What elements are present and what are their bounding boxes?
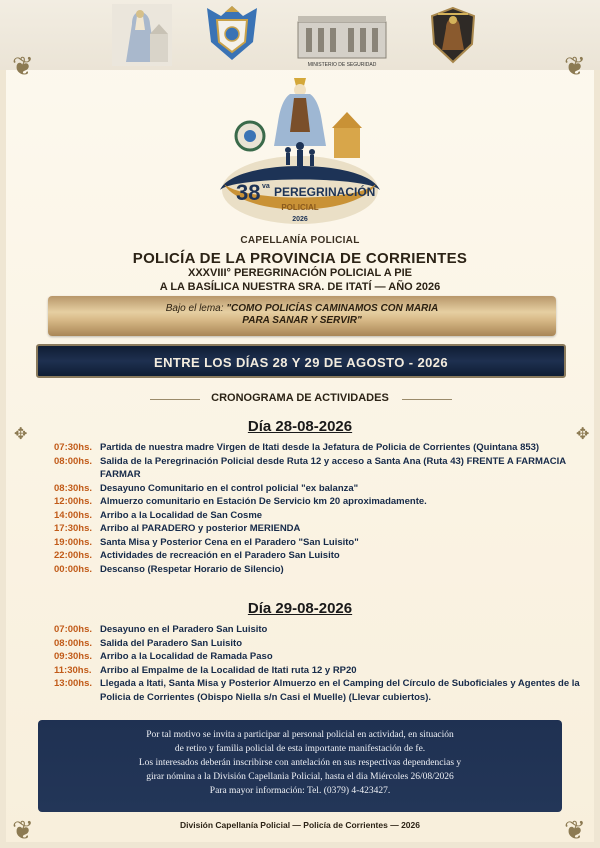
schedule-desc: Almuerzo comunitario en Estación De Servicio km 20 aproximadamente. (100, 496, 427, 507)
schedule-row (54, 677, 584, 704)
schedule-time: 08:00hs. (54, 637, 93, 649)
emblem-year: 2026 (292, 216, 308, 223)
schedule-row (54, 495, 584, 509)
info-line: de retiro y familia policial de esta importante manifestación de fe. (174, 744, 426, 754)
schedule-desc: Desayuno en el Paradero San Luisito (100, 624, 268, 635)
police-crest-icon (203, 2, 261, 64)
corner-ornament-top-left: ❦ (12, 52, 34, 82)
schedule-time: 11:30hs. (54, 664, 92, 676)
schedule-title: CRONOGRAMA DE ACTIVIDADES (211, 392, 389, 404)
schedule-row (54, 549, 584, 563)
schedule-desc: Arribo al PARADERO y posterior MERIENDA (100, 523, 301, 534)
info-box (38, 720, 562, 812)
schedule-desc: Desayuno Comunitario en el control policial "ex balanza" (100, 482, 359, 494)
page-title: POLICÍA DE LA PROVINCIA DE CORRIENTES (132, 250, 468, 267)
corner-ornament-top-right: ❦ (564, 52, 586, 82)
schedule-time: 17:30hs. (54, 523, 93, 534)
schedule-desc: Arribo a la Localidad de San Cosme (100, 509, 263, 521)
schedule-desc: Arribo al Empalme de la Localidad de Itati ruta 12 y RP20 (100, 664, 357, 676)
corner-ornament-bottom-left: ❦ (12, 816, 34, 846)
schedule-time: 12:00hs. (54, 496, 93, 507)
schedule-time: 08:30hs. (54, 482, 93, 494)
schedule-time: 09:30hs. (54, 651, 93, 662)
day-2-schedule (54, 623, 584, 704)
schedule-desc: Actividades de recreación en el Paradero San Luisito (100, 550, 340, 561)
schedule-row (54, 482, 584, 496)
subtitle-line2: A LA BASÍLICA NUESTRA SRA. DE ITATÍ — AÑO 2026 (159, 281, 441, 293)
schedule-row (54, 563, 584, 577)
info-line: Los interesados deberán inscribirse con antelación en sus respectivas dependencias y (138, 758, 462, 768)
schedule-row (54, 536, 584, 550)
info-line: Para mayor información: Tel. (0379) 4-423427. (209, 786, 391, 796)
side-ornament-right: ✥ (576, 424, 590, 443)
schedule-title-row (0, 390, 600, 408)
chaplaincy-badge-icon (428, 6, 478, 64)
subtitle-line1: XXXVIII° PEREGRINACIÓN POLICIAL A PIE (187, 267, 413, 279)
ministry-label: MINISTERIO DE SEGURIDAD (307, 62, 377, 68)
pilgrimage-emblem (214, 72, 386, 230)
dates-banner (36, 344, 566, 378)
dates-banner-text: ENTRE LOS DÍAS 28 Y 29 DE AGOSTO - 2026 (154, 355, 448, 370)
emblem-number: 38 (236, 180, 261, 205)
schedule-desc: Llegada a Itati, Santa Misa y Posterior Almuerzo en el Camping del Círculo de Suboficiales y Agentes de la Policia de Corrientes (Obispo Niella s/n Casi el Muelle) (Llevar cubiertos). (100, 678, 580, 703)
corner-ornament-bottom-right: ❦ (564, 816, 586, 846)
info-line: girar nómina a la División Capellania Policial, hasta el dia Miércoles 26/08/2026 (146, 772, 454, 782)
schedule-desc: Arribo a la Localidad de Ramada Paso (100, 651, 273, 662)
motto-line1: "COMO POLICÍAS CAMINAMOS CON MARIA (226, 303, 439, 314)
schedule-desc: Salida de la Peregrinación Policial desde Ruta 12 y acceso a Santa Ana (Ruta 43) FRENTE A FARMACIA FARMAR (100, 455, 566, 480)
schedule-row (54, 650, 584, 664)
schedule-time: 19:00hs. (54, 536, 93, 548)
schedule-row (54, 455, 584, 482)
motto-banner (48, 296, 556, 336)
emblem-word2: POLICIAL (281, 203, 319, 212)
schedule-time: 00:00hs. (54, 563, 93, 575)
schedule-row (54, 441, 584, 455)
info-line: Por tal motivo se invita a participar al personal policial en actividad, en situación (146, 730, 454, 740)
schedule-time: 22:00hs. (54, 550, 93, 561)
schedule-row (54, 637, 584, 651)
day-heading: Día 28-08-2026 (247, 418, 353, 435)
schedule-time: 08:00hs. (54, 455, 93, 467)
motto-prefix: Bajo el lema: (165, 303, 227, 314)
government-building-icon (296, 8, 388, 70)
schedule-row (54, 522, 584, 536)
side-ornament-left: ✥ (14, 424, 28, 443)
schedule-desc: Descanso (Respetar Horario de Silencio) (100, 563, 284, 575)
day-1-schedule (54, 441, 584, 576)
chaplaincy-label: CAPELLANÍA POLICIAL (240, 235, 360, 246)
schedule-desc: Salida del Paradero San Luisito (100, 637, 243, 649)
schedule-desc: Partida de nuestra madre Virgen de Itati desde la Jefatura de Policia de Corrientes (Quintana 853) (100, 442, 540, 453)
virgin-statue-icon (112, 4, 172, 66)
schedule-time: 14:00hs. (54, 509, 93, 521)
schedule-time: 07:00hs. (54, 624, 93, 635)
schedule-desc: Santa Misa y Posterior Cena en el Paradero "San Luisito" (100, 536, 359, 548)
footer: División Capellanía Policial — Policía de Corrientes — 2026 (180, 820, 420, 830)
emblem-ordinal: va (262, 183, 270, 190)
day-heading: Día 29-08-2026 (247, 600, 353, 617)
schedule-time: 07:30hs. (54, 442, 93, 453)
schedule-row (54, 623, 584, 637)
schedule-row (54, 509, 584, 523)
emblem-word1: PEREGRINACIÓN (274, 185, 376, 199)
schedule-time: 13:00hs. (54, 678, 93, 689)
schedule-row (54, 664, 584, 678)
motto-line2: PARA SANAR Y SERVIR" (242, 315, 362, 326)
